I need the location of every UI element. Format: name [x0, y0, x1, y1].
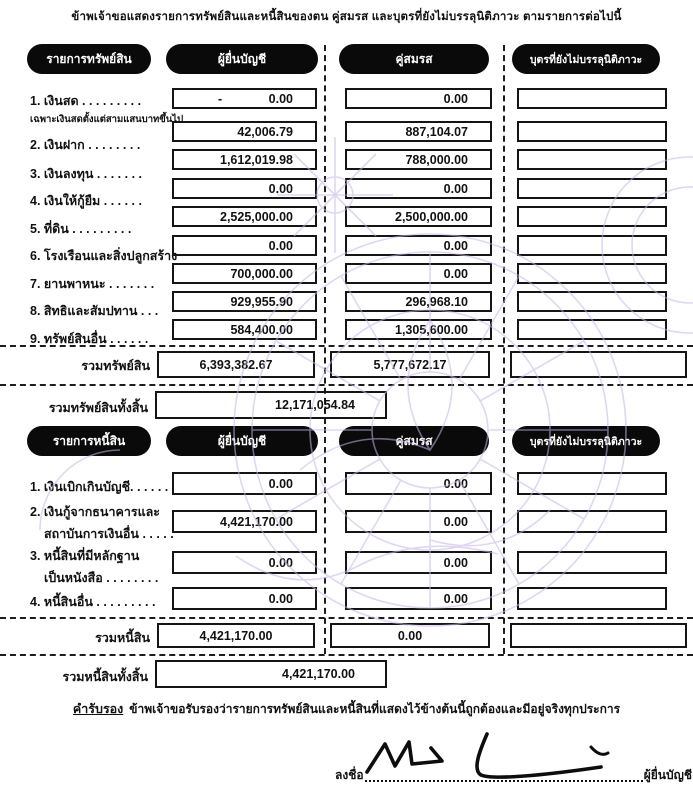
- liability-declarant-box: [172, 551, 317, 574]
- liabilities-column-separator-1: [324, 427, 326, 654]
- cash-threshold-note: เฉพาะเงินสดตั้งแต่สามแสนบาทขึ้นไป: [30, 114, 184, 125]
- liability-spouse-box: [345, 472, 492, 495]
- liabilities-spouse-column-badge: คู่สมรส: [340, 427, 488, 455]
- asset-declarant-box-value: 1,612,019.98: [220, 152, 293, 167]
- liabilities-minor-children-column-badge: บุตรที่ยังไม่บรรลุนิติภาวะ: [513, 427, 659, 455]
- asset-declarant-box: [172, 206, 317, 227]
- liability-child-box: [517, 551, 667, 574]
- asset-declarant-box-value: 700,000.00: [230, 266, 293, 281]
- asset-declarant-box: [172, 121, 317, 142]
- liability-spouse-box-value: 0.00: [443, 555, 468, 570]
- liabilities-total-spouse-box-value: 0.00: [397, 628, 423, 643]
- assets-header-badge: รายการทรัพย์สิน: [28, 45, 150, 73]
- liability-row-label: 4. หนี้สินอื่น . . . . . . . . .: [30, 595, 156, 609]
- assets-total-label: รวมทรัพย์สิน: [81, 359, 150, 373]
- liability-child-box: [517, 510, 667, 533]
- assets-declarant-column-badge: ผู้ยื่นบัญชี: [167, 45, 317, 73]
- asset-spouse-box: [345, 206, 492, 227]
- liabilities-total-divider-top: [0, 617, 693, 619]
- liabilities-total-spouse-box: [330, 623, 490, 648]
- asset-spouse-box-value: 887,104.07: [405, 124, 468, 139]
- sign-label: ลงชื่อ: [335, 768, 364, 782]
- liability-row-label: 3. หนี้สินที่มีหลักฐาน: [30, 549, 140, 563]
- asset-declarant-box: [172, 235, 317, 256]
- asset-spouse-box-value: 788,000.00: [405, 152, 468, 167]
- liability-spouse-box: [345, 510, 492, 533]
- asset-row-label: 9. ทรัพย์สินอื่น . . . . . .: [30, 332, 149, 346]
- asset-spouse-box-value: 296,968.10: [405, 294, 468, 309]
- liability-child-box: [517, 472, 667, 495]
- liability-row-label: 1. เงินเบิกเกินบัญชี. . . . . .: [30, 480, 169, 494]
- asset-spouse-box-value: 0.00: [443, 266, 468, 281]
- asset-child-box: [517, 178, 667, 199]
- asset-spouse-box-value: 1,305,600.00: [395, 322, 468, 337]
- asset-declarant-box: [172, 149, 317, 170]
- assets-total-spouse-box: [330, 351, 490, 378]
- liability-row-label-line2: เป็นหนังสือ . . . . . . . .: [44, 571, 159, 585]
- assets-total-declarant-box: [157, 351, 315, 378]
- asset-row-label: 8. สิทธิและสัมปทาน . . .: [30, 304, 159, 318]
- assets-grand-total-label: รวมทรัพย์สินทั้งสิ้น: [48, 401, 148, 415]
- liabilities-total-child-box: [510, 623, 687, 648]
- liabilities-header-badge: รายการหนี้สิน: [28, 427, 150, 455]
- liabilities-total-divider-bottom: [0, 654, 693, 656]
- asset-row-label: 2. เงินฝาก . . . . . . . .: [30, 138, 141, 152]
- liabilities-total-label: รวมหนี้สิน: [95, 631, 150, 645]
- liability-declarant-box: [172, 472, 317, 495]
- assets-grand-total-box: [155, 391, 387, 419]
- liability-declarant-box-value: 0.00: [268, 476, 293, 491]
- assets-column-separator-1: [324, 45, 326, 424]
- asset-declarant-box-value: 0.00: [268, 238, 293, 253]
- liabilities-grand-total-value: 4,421,170.00: [282, 667, 355, 681]
- liability-declarant-box: [172, 587, 317, 610]
- liability-declarant-box-value: 0.00: [268, 591, 293, 606]
- asset-child-box: [517, 121, 667, 142]
- assets-total-divider-top: [0, 345, 693, 347]
- asset-declarant-box-value: 0.00: [268, 181, 293, 196]
- asset-declarant-box-value: 584,400.00: [230, 322, 293, 337]
- asset-spouse-box-value: 2,500,000.00: [395, 209, 468, 224]
- asset-child-box: [517, 235, 667, 256]
- assets-total-spouse-box-value: 5,777,672.17: [373, 357, 447, 372]
- asset-declarant-box: [172, 263, 317, 284]
- liability-child-box: [517, 587, 667, 610]
- asset-declarant-box: [172, 319, 317, 340]
- asset-declarant-box-value: 2,525,000.00: [220, 209, 293, 224]
- asset-child-box: [517, 263, 667, 284]
- assets-spouse-column-badge: คู่สมรส: [340, 45, 488, 73]
- asset-child-box: [517, 149, 667, 170]
- liability-spouse-box: [345, 551, 492, 574]
- asset-spouse-box: [345, 88, 492, 109]
- assets-total-child-box: [510, 351, 687, 378]
- certification-line: [0, 699, 693, 719]
- asset-spouse-box: [345, 319, 492, 340]
- assets-total-declarant-box-value: 6,393,382.67: [199, 357, 273, 372]
- asset-spouse-box: [345, 121, 492, 142]
- liability-declarant-box: [172, 510, 317, 533]
- asset-row-label: 3. เงินลงทุน . . . . . . .: [30, 167, 142, 181]
- liabilities-grand-total-box: [155, 660, 387, 688]
- assets-minor-children-column-badge: บุตรที่ยังไม่บรรลุนิติภาวะ: [513, 45, 659, 73]
- liabilities-total-declarant-box: [157, 623, 315, 648]
- asset-spouse-box: [345, 178, 492, 199]
- liability-declarant-box-value: 0.00: [268, 555, 293, 570]
- assets-grand-total-value: 12,171,054.84: [275, 398, 355, 412]
- liability-spouse-box-value: 0.00: [443, 591, 468, 606]
- certification-text: ข้าพเจ้าขอรับรองว่ารายการทรัพย์สินและหนี้สินที่แสดงไว้ข้างต้นนี้ถูกต้องและมีอยู่จริงทุกประการ: [129, 702, 621, 716]
- asset-row-label: 4. เงินให้กู้ยืม . . . . . .: [30, 194, 142, 208]
- liabilities-total-declarant-box-value: 4,421,170.00: [199, 628, 273, 643]
- asset-declarant-box-value: 929,955.90: [230, 294, 293, 309]
- asset-declarant-box: [172, 88, 317, 109]
- asset-spouse-box: [345, 235, 492, 256]
- dash-mark: -: [218, 91, 223, 106]
- asset-spouse-box: [345, 263, 492, 284]
- intro-statement: ข้าพเจ้าขอแสดงรายการทรัพย์สินและหนี้สินของตน คู่สมรส และบุตรที่ยังไม่บรรลุนิติภาวะ ตามรายการต่อไปนี้: [71, 11, 622, 23]
- asset-child-box: [517, 291, 667, 312]
- liability-row-label-line2: สถาบันการเงินอื่น . . . . .: [44, 527, 174, 541]
- liabilities-grand-total-label: รวมหนี้สินทั้งสิ้น: [62, 670, 148, 684]
- liability-spouse-box-value: 0.00: [443, 476, 468, 491]
- liability-row-label: 2. เงินกู้จากธนาคารและ: [30, 505, 161, 519]
- assets-column-separator-2: [503, 45, 505, 424]
- asset-child-box: [517, 319, 667, 340]
- handwritten-signature: [345, 720, 645, 792]
- asset-declarant-box: [172, 178, 317, 199]
- asset-child-box: [517, 206, 667, 227]
- liability-spouse-box-value: 0.00: [443, 514, 468, 529]
- asset-spouse-box-value: 0.00: [443, 181, 468, 196]
- asset-spouse-box: [345, 149, 492, 170]
- asset-spouse-box-value: 0.00: [443, 238, 468, 253]
- asset-declarant-box-value: 42,006.79: [237, 124, 293, 139]
- liability-spouse-box: [345, 587, 492, 610]
- asset-row-label: 6. โรงเรือนและสิ่งปลูกสร้าง: [30, 249, 178, 263]
- asset-spouse-box: [345, 291, 492, 312]
- assets-total-divider-bottom: [0, 384, 693, 386]
- asset-row-label: 1. เงินสด . . . . . . . . .: [30, 94, 142, 108]
- asset-row-label: 5. ที่ดิน . . . . . . . . .: [30, 222, 132, 236]
- sign-role-label: ผู้ยื่นบัญชี: [643, 768, 692, 782]
- liabilities-declarant-column-badge: ผู้ยื่นบัญชี: [167, 427, 317, 455]
- asset-child-box: [517, 88, 667, 109]
- asset-declarant-box-value: 0.00: [268, 91, 293, 106]
- liabilities-column-separator-2: [503, 427, 505, 654]
- asset-row-label: 7. ยานพาหนะ . . . . . . .: [30, 277, 155, 291]
- liability-declarant-box-value: 4,421,170.00: [220, 514, 293, 529]
- asset-declarant-box: [172, 291, 317, 312]
- certification-heading: คำรับรอง: [72, 702, 124, 716]
- asset-spouse-box-value: 0.00: [443, 91, 468, 106]
